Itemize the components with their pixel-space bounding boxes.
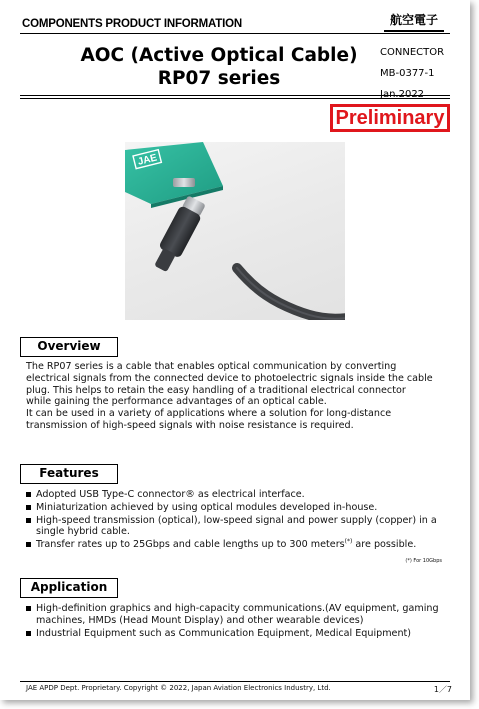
title-line-2: RP07 series: [157, 68, 281, 89]
meta-category: CONNECTOR: [380, 47, 445, 58]
footer-rule: [20, 681, 450, 682]
overview-line: electrical signals from the connected device to photoelectric signals inside the cable: [26, 372, 433, 384]
bullet-square-icon: [26, 631, 31, 636]
footnote-marker: (*): [344, 538, 353, 545]
company-logo: 航空電子: [384, 10, 444, 32]
features-footnote: (*) For 10Gbps: [405, 558, 442, 564]
overview-line: while gaining the performance advantages of an optical cable.: [26, 396, 327, 408]
bullet-square-icon: [26, 505, 31, 510]
title-line-1: AOC (Active Optical Cable): [80, 45, 358, 66]
feature-item: Adopted USB Type-C connector® as electrical interface.: [26, 489, 456, 501]
title-rule-upper: [20, 95, 450, 96]
overview-line: The RP07 series is a cable that enables optical communication by converting: [26, 361, 397, 372]
document-category-label: COMPONENTS PRODUCT INFORMATION: [22, 18, 242, 30]
application-list: [26, 603, 456, 640]
product-photo: [125, 142, 345, 320]
features-heading: Features: [20, 464, 118, 484]
bullet-square-icon: [26, 606, 31, 611]
bullet-square-icon: [26, 492, 31, 497]
feature-item: High-speed transmission (optical), low-speed signal and power supply (copper) in a single hybrid cable.: [26, 515, 456, 539]
document-title: [60, 44, 378, 90]
product-photo-illustration: [125, 142, 345, 320]
overview-heading: Overview: [20, 337, 118, 357]
application-item: Industrial Equipment such as Communication Equipment, Medical Equipment): [26, 628, 456, 640]
footer-copyright: JAE APDP Dept. Proprietary. Copyright © 2022, Japan Aviation Electronics Industry, Ltd.: [26, 684, 331, 692]
overview-line: transmission of high-speed signals with noise resistance is required.: [26, 419, 354, 431]
overview-line: It can be used in a variety of applications where a solution for long-distance: [26, 408, 392, 420]
feature-item: Miniaturization achieved by using optical modules developed in-house.: [26, 502, 456, 514]
application-heading: Application: [20, 578, 118, 598]
application-item: High-definition graphics and high-capacity communications.(AV equipment, gaming machines, HMDs (Head Mount Display) and other wearable devices): [26, 603, 456, 627]
header-rule: [20, 33, 450, 34]
pcb-board: [125, 142, 223, 204]
feature-item: Transfer rates up to 25Gbps and cable lengths up to 300 meters(*) are possible.: [26, 539, 456, 551]
cable: [237, 268, 345, 319]
receptacle: [173, 178, 195, 187]
features-list: [26, 489, 456, 552]
overview-line: plug. This helps to retain the easy handling of a traditional electrical connector: [26, 384, 406, 396]
bullet-square-icon: [26, 518, 31, 523]
preliminary-badge: Preliminary: [330, 104, 450, 132]
meta-doc-number: MB-0377-1: [380, 68, 435, 79]
bullet-square-icon: [26, 542, 31, 547]
pcb-jae-label: JAE: [136, 152, 159, 168]
title-rule-lower: [20, 98, 450, 99]
footer-page-number: 1／7: [433, 685, 452, 694]
overview-text: [26, 361, 456, 432]
